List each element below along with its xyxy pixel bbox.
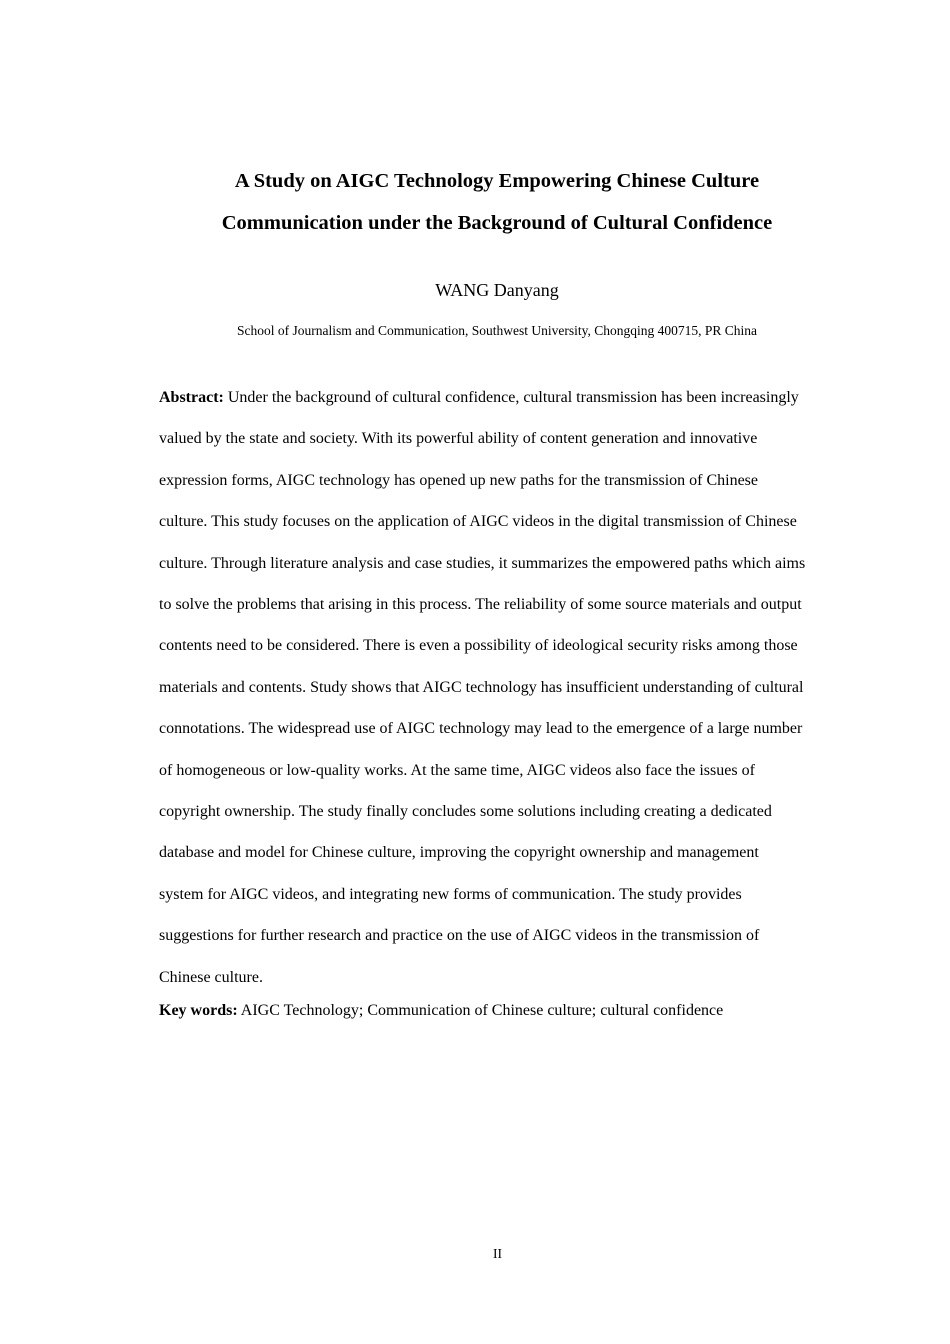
page-number: II: [493, 1246, 502, 1261]
keywords-section: [159, 999, 849, 1023]
paper-title: [150, 160, 844, 244]
title-line-1: A Study on AIGC Technology Empowering Chinese Culture: [234, 170, 760, 192]
abstract-line-1-text: Under the background of cultural confidence, cultural transmission has been increasingly: [227, 389, 799, 406]
abstract-section: [159, 377, 849, 998]
abstract-line: expression forms, AIGC technology has opened up new paths for the transmission of Chinese: [159, 471, 759, 489]
abstract-line: valued by the state and society. With its powerful ability of content generation and innovative: [159, 430, 758, 448]
abstract-line: materials and contents. Study shows that AIGC technology has insufficient understanding of cultural: [159, 678, 804, 696]
abstract-line: of homogeneous or low-quality works. At the same time, AIGC videos also face the issues of: [159, 761, 755, 779]
abstract-line: [159, 377, 849, 418]
abstract-line: Chinese culture.: [159, 968, 263, 986]
abstract-line: connotations. The widespread use of AIGC technology may lead to the emergence of a large number: [159, 720, 803, 738]
keywords-label: Key words:: [159, 1002, 238, 1019]
title-line-2: Communication under the Background of Cultural Confidence: [221, 212, 773, 234]
abstract-line: suggestions for further research and practice on the use of AIGC videos in the transmission of: [159, 927, 760, 945]
author-name: WANG Danyang: [435, 280, 559, 300]
abstract-line: culture. This study focuses on the application of AIGC videos in the digital transmission of Chinese: [159, 513, 797, 531]
keywords-text: AIGC Technology; Communication of Chinese culture; cultural confidence: [240, 1002, 724, 1019]
abstract-line: database and model for Chinese culture, improving the copyright ownership and management: [159, 844, 759, 862]
author-affiliation: School of Journalism and Communication, Southwest University, Chongqing 400715, PR China: [237, 323, 757, 338]
abstract-line: culture. Through literature analysis and case studies, it summarizes the empowered paths which aims: [159, 554, 806, 572]
abstract-line: copyright ownership. The study finally concludes some solutions including creating a dedicated: [159, 803, 772, 821]
abstract-label: Abstract:: [159, 389, 224, 406]
abstract-line: system for AIGC videos, and integrating new forms of communication. The study provides: [159, 885, 742, 903]
abstract-line: to solve the problems that arising in this process. The reliability of some source materials and output: [159, 596, 802, 614]
abstract-line: contents need to be considered. There is even a possibility of ideological security risks among those: [159, 637, 798, 655]
